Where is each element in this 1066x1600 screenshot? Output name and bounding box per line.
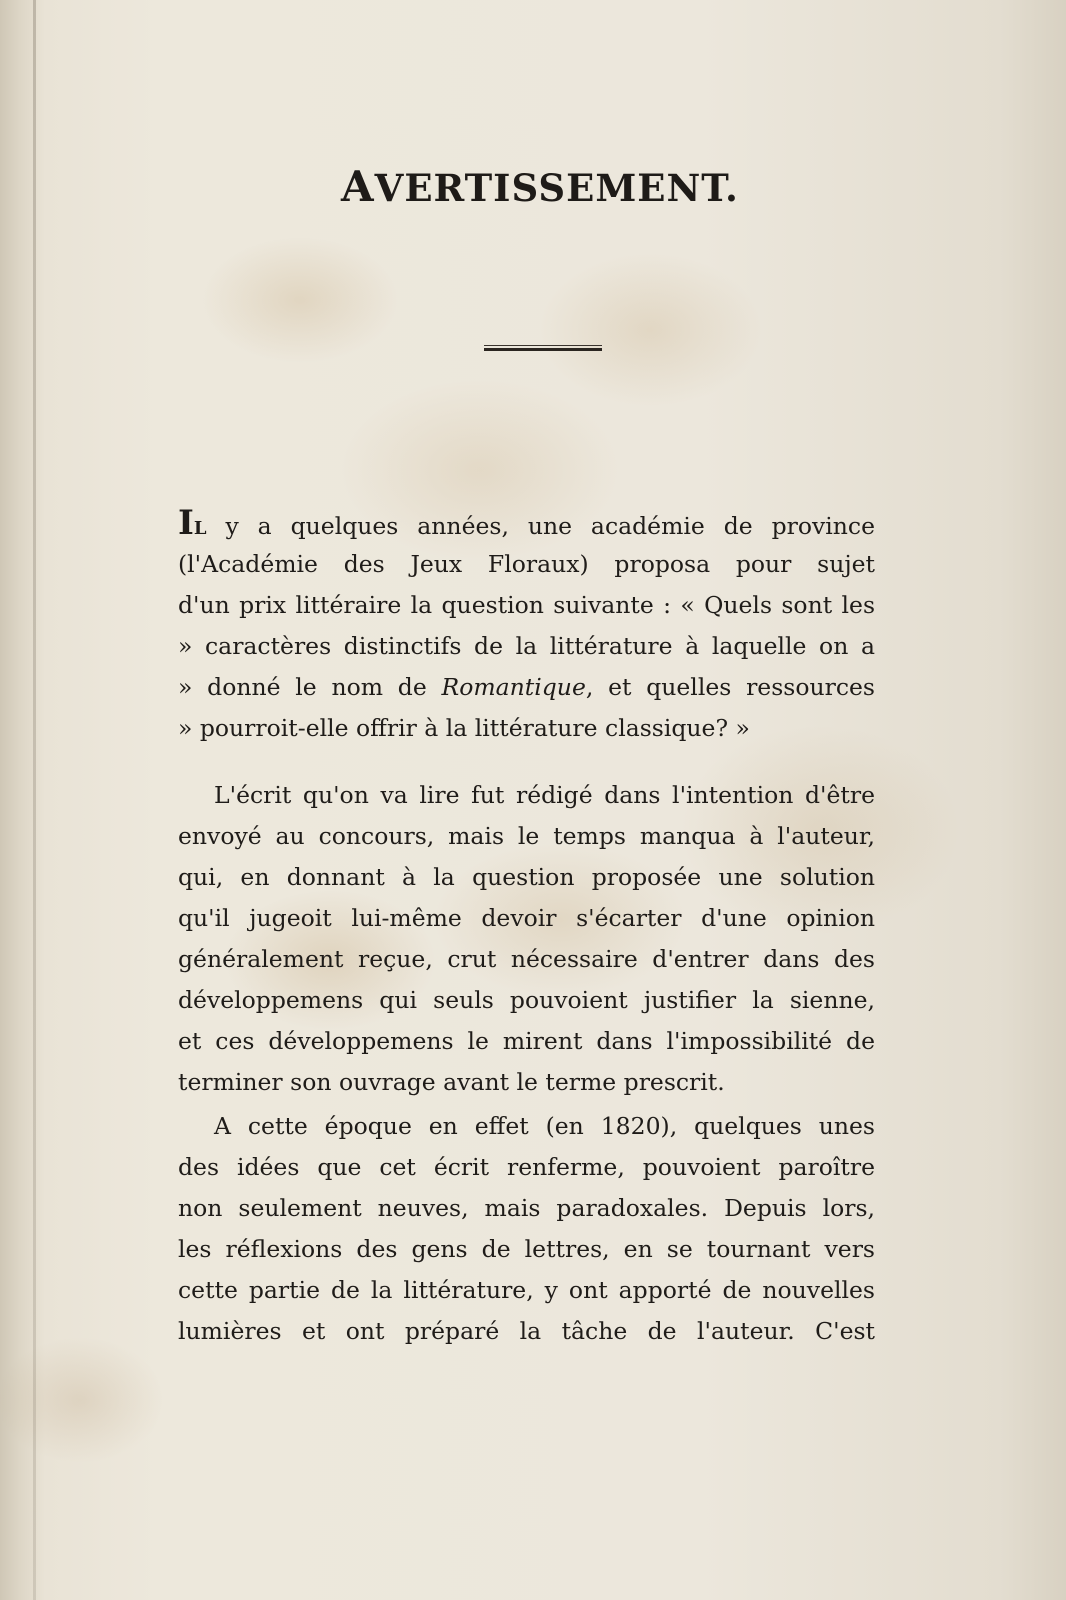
text-line: terminer son ouvrage avant le terme prescrit. (178, 1068, 725, 1096)
ornamental-rule (484, 345, 602, 351)
text-line: et ces développemens le mirent dans l'impossibilité de (178, 1027, 875, 1055)
text-line: IL y a quelques années, une académie de province (178, 503, 875, 543)
text-line: qu'il jugeoit lui-même devoir s'écarter d'une opinion (178, 904, 875, 932)
text-line: » pourroit-elle offrir à la littérature classique? » (178, 714, 750, 742)
body-text (178, 503, 875, 1352)
text-line: d'un prix littéraire la question suivante : « Quels sont les (178, 591, 875, 619)
text-line: des idées que cet écrit renferme, pouvoient paroître (178, 1153, 875, 1181)
text-line: » donné le nom de Romantique, et quelles ressources (178, 673, 875, 701)
italic-term: Romantique (441, 673, 586, 701)
text-line: cette partie de la littérature, y ont apporté de nouvelles (178, 1276, 875, 1304)
binding-gutter (33, 0, 36, 1600)
page-heading: AVERTISSEMENT. (341, 162, 739, 211)
text-line: qui, en donnant à la question proposée une solution (178, 863, 875, 891)
text-line: non seulement neuves, mais paradoxales. Depuis lors, (178, 1194, 875, 1222)
text-line: lumières et ont préparé la tâche de l'auteur. C'est (178, 1317, 875, 1345)
text-line: les réflexions des gens de lettres, en se tournant vers (178, 1235, 875, 1263)
text-line: A cette époque en effet (en 1820), quelques unes (214, 1112, 875, 1140)
text-line: L'écrit qu'on va lire fut rédigé dans l'intention d'être (214, 781, 875, 809)
small-cap: L (193, 518, 207, 539)
text-line: (l'Académie des Jeux Floraux) proposa pour sujet (178, 550, 875, 578)
text-line: développemens qui seuls pouvoient justifier la sienne, (178, 986, 875, 1014)
text-line: envoyé au concours, mais le temps manqua à l'auteur, (178, 822, 875, 850)
text-line: généralement reçue, crut nécessaire d'entrer dans des (178, 945, 875, 973)
text-line: » caractères distinctifs de la littérature à laquelle on a (178, 632, 875, 660)
drop-cap: I (178, 503, 194, 543)
